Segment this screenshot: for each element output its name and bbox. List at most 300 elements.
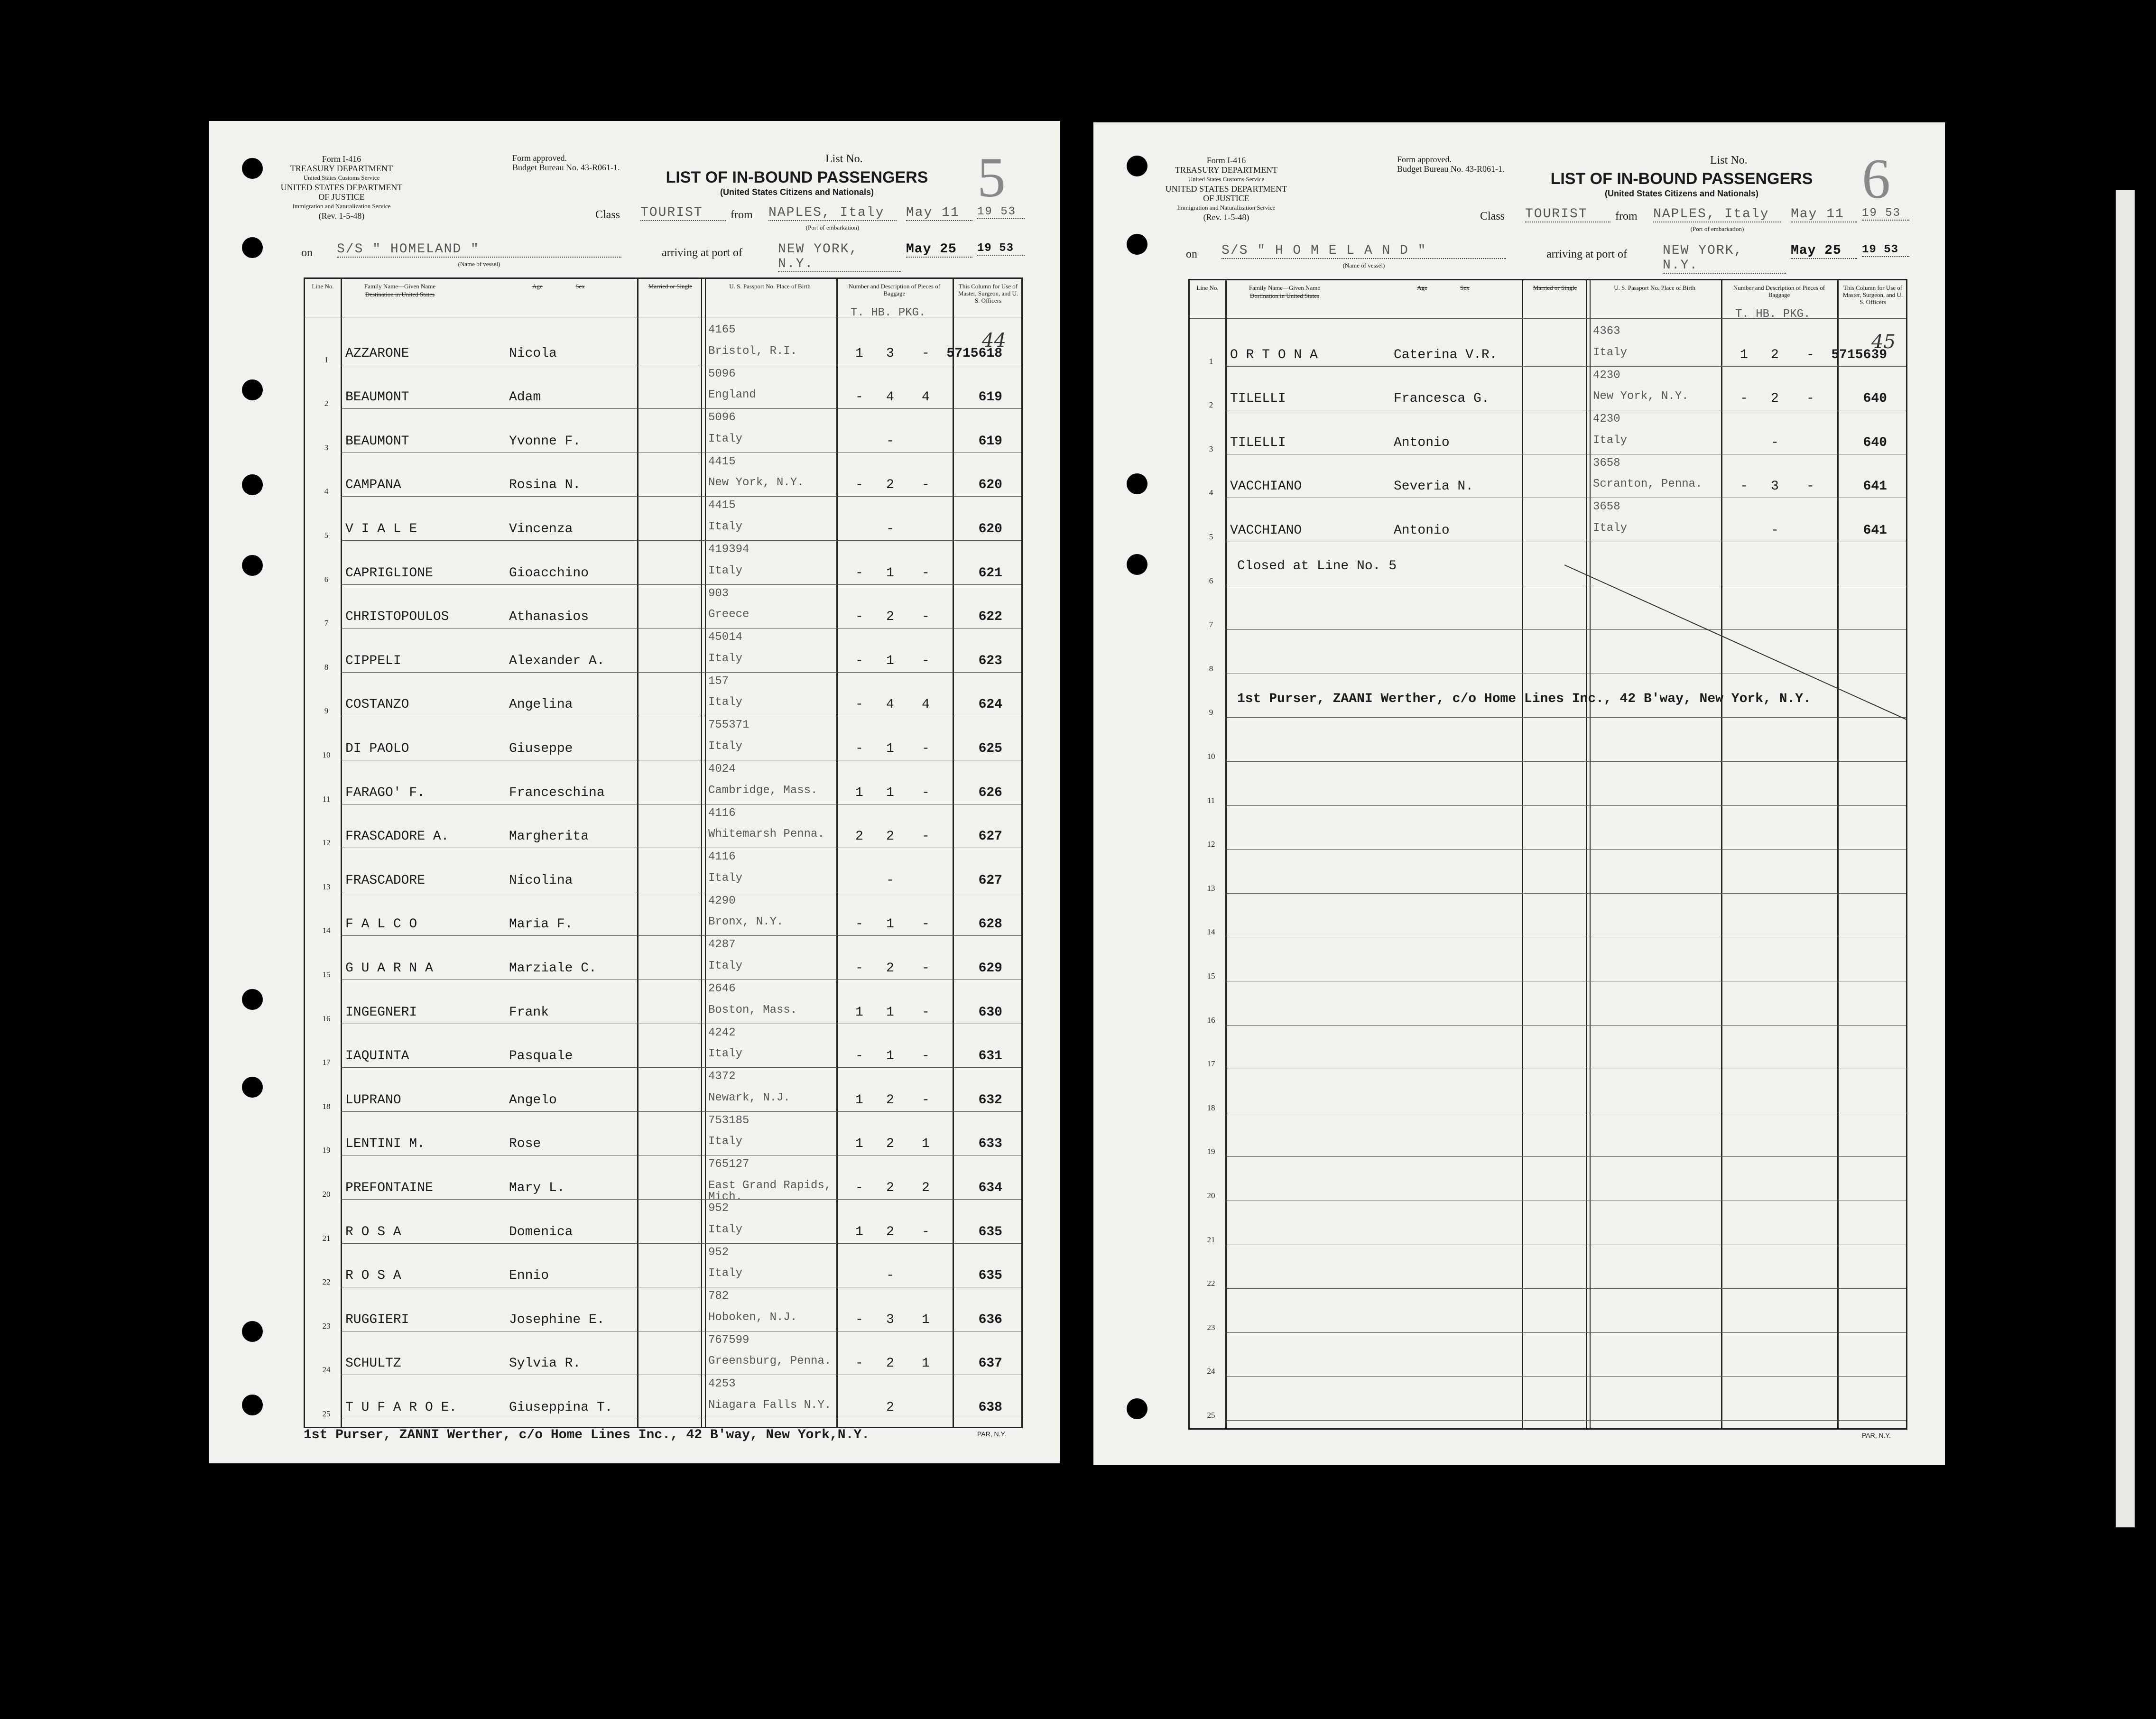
passport-number: 952 bbox=[708, 1202, 729, 1215]
baggage-handbags: - bbox=[886, 434, 894, 449]
place-of-birth: Italy bbox=[708, 1135, 743, 1148]
passenger-surname: R O S A bbox=[345, 1224, 401, 1239]
agency-justice: UNITED STATES DEPARTMENT OF JUSTICE bbox=[280, 183, 403, 202]
baggage-packages: - bbox=[922, 829, 930, 844]
passenger-surname: G U A R N A bbox=[345, 961, 433, 976]
officer-number: 627 bbox=[978, 873, 1002, 888]
passenger-given-name: Margherita bbox=[509, 829, 589, 844]
baggage-packages: - bbox=[922, 1224, 930, 1239]
table-row bbox=[305, 1288, 1021, 1332]
row-line-number: 12 bbox=[322, 838, 331, 848]
officer-number: 626 bbox=[978, 785, 1002, 800]
passport-number: 419394 bbox=[708, 543, 750, 556]
row-line-number: 13 bbox=[322, 882, 331, 891]
document-title: LIST OF IN-BOUND PASSENGERS bbox=[666, 168, 928, 186]
col-line: Line No. bbox=[312, 283, 334, 290]
place-of-birth: Bronx, N.Y. bbox=[708, 915, 784, 929]
purser-footer: 1st Purser, ZANNI Werther, c/o Home Lines Inc., 42 B'way, New York,N.Y. bbox=[304, 1428, 870, 1442]
passenger-given-name: Domenica bbox=[509, 1224, 573, 1239]
arriving-label: arriving at port of bbox=[662, 247, 742, 259]
handwritten-count: 44 bbox=[982, 330, 1006, 351]
passenger-given-name: Nicola bbox=[509, 346, 557, 361]
officer-number: 621 bbox=[978, 565, 1002, 581]
passenger-surname: DI PAOLO bbox=[345, 741, 409, 756]
officer-number: 619 bbox=[978, 434, 1002, 449]
table-row bbox=[305, 629, 1021, 673]
vessel-name: S/S " H O M E L A N D " bbox=[1221, 243, 1506, 259]
passenger-given-name: Alexander A. bbox=[509, 653, 605, 668]
officer-number: 638 bbox=[978, 1400, 1002, 1415]
list-no-label: List No. bbox=[825, 153, 863, 165]
baggage-handbags: 2 bbox=[886, 478, 894, 493]
baggage-packages: 1 bbox=[922, 1137, 930, 1152]
document-subtitle: (United States Citizens and Nationals) bbox=[1604, 189, 1759, 198]
agency-customs: United States Customs Service bbox=[303, 174, 380, 181]
officer-number: 640 bbox=[1863, 391, 1887, 407]
date-embarkation: May 11 bbox=[1791, 207, 1857, 222]
place-of-birth: Greece bbox=[708, 608, 750, 621]
baggage-trunks: - bbox=[855, 961, 863, 976]
place-of-birth: New York, N.Y. bbox=[708, 476, 804, 490]
place-of-birth: Niagara Falls N.Y. bbox=[708, 1398, 832, 1412]
place-of-birth: Greensburg, Penna. bbox=[708, 1355, 832, 1368]
row-line-number: 22 bbox=[322, 1277, 331, 1287]
table-row bbox=[305, 541, 1021, 585]
passenger-given-name: Athanasios bbox=[509, 610, 589, 625]
binder-hole bbox=[242, 555, 263, 576]
table-row bbox=[305, 893, 1021, 937]
passenger-surname: BEAUMONT bbox=[345, 390, 409, 405]
place-of-birth: Italy bbox=[708, 696, 743, 709]
baggage-handbags: 3 bbox=[886, 1312, 894, 1327]
row-line-number: 8 bbox=[324, 662, 329, 672]
table-row bbox=[305, 849, 1021, 893]
passenger-given-name: Sylvia R. bbox=[509, 1356, 581, 1371]
passport-number: 5096 bbox=[708, 411, 736, 425]
passport-number: 767599 bbox=[708, 1333, 750, 1347]
row-line-number: 7 bbox=[324, 619, 329, 628]
form-revision: (Rev. 1-5-48) bbox=[1203, 213, 1249, 222]
baggage-handbags: 2 bbox=[886, 1356, 894, 1371]
officer-number: 635 bbox=[978, 1224, 1002, 1239]
passenger-surname: CAMPANA bbox=[345, 478, 401, 493]
officer-number: 620 bbox=[978, 478, 1002, 493]
printer-mark: PAR, N.Y. bbox=[1862, 1432, 1891, 1439]
baggage-packages: 1 bbox=[922, 1312, 930, 1327]
passenger-surname: RUGGIERI bbox=[345, 1312, 409, 1327]
officer-number: 641 bbox=[1863, 479, 1887, 494]
form-agency-block bbox=[280, 154, 403, 221]
place-of-birth: Italy bbox=[708, 652, 743, 665]
passenger-given-name: Caterina V.R. bbox=[1394, 347, 1498, 362]
binder-hole bbox=[242, 989, 263, 1010]
agency-justice: UNITED STATES DEPARTMENT OF JUSTICE bbox=[1165, 184, 1287, 203]
passenger-surname: FARAGO' F. bbox=[345, 785, 426, 800]
row-line-number: 13 bbox=[1207, 883, 1215, 893]
agency-ins: Immigration and Naturalization Service bbox=[292, 203, 391, 210]
baggage-handbags: 3 bbox=[886, 346, 894, 361]
passenger-given-name: Yvonne F. bbox=[509, 434, 581, 449]
place-of-birth: Italy bbox=[708, 1047, 743, 1061]
baggage-packages: - bbox=[922, 961, 930, 976]
baggage-handbags: 1 bbox=[886, 785, 894, 800]
baggage-trunks: 1 bbox=[855, 1092, 863, 1108]
row-line-number: 17 bbox=[322, 1058, 331, 1067]
baggage-packages: - bbox=[922, 785, 930, 800]
officer-number: 640 bbox=[1863, 435, 1887, 450]
agency-customs: United States Customs Service bbox=[1188, 176, 1265, 183]
row-line-number: 20 bbox=[322, 1189, 331, 1199]
passenger-surname: T U F A R O E. bbox=[345, 1400, 457, 1415]
col-age: Age bbox=[532, 283, 543, 290]
baggage-trunks: - bbox=[855, 610, 863, 625]
baggage-packages: - bbox=[1806, 479, 1814, 494]
vessel-name: S/S " HOMELAND " bbox=[337, 242, 621, 258]
table-row bbox=[305, 585, 1021, 629]
passenger-given-name: Maria F. bbox=[509, 917, 573, 932]
baggage-handbags: 1 bbox=[886, 741, 894, 756]
place-of-birth: Hoboken, N.J. bbox=[708, 1311, 797, 1324]
arrival-date: May 25 bbox=[1791, 243, 1857, 259]
row-line-number: 18 bbox=[322, 1101, 331, 1111]
baggage-packages: 4 bbox=[922, 697, 930, 712]
passenger-given-name: Josephine E. bbox=[509, 1312, 605, 1327]
binder-hole bbox=[242, 474, 263, 495]
arrival-port: NEW YORK, N.Y. bbox=[1663, 243, 1786, 274]
baggage-handbags: 2 bbox=[886, 1180, 894, 1195]
passport-number: 2646 bbox=[708, 982, 736, 995]
baggage-trunks: 1 bbox=[855, 1005, 863, 1020]
document-title: LIST OF IN-BOUND PASSENGERS bbox=[1550, 170, 1813, 188]
cancel-strike-line bbox=[1190, 280, 1906, 1428]
baggage-handbags: 1 bbox=[886, 1005, 894, 1020]
class-value: TOURIST bbox=[640, 205, 726, 221]
place-of-birth: Italy bbox=[708, 1223, 743, 1236]
baggage-handbags: 1 bbox=[886, 565, 894, 581]
place-of-birth: Italy bbox=[708, 432, 743, 445]
place-of-birth: England bbox=[708, 388, 756, 402]
passenger-given-name: Frank bbox=[509, 1005, 549, 1020]
passenger-given-name: Pasquale bbox=[509, 1049, 573, 1064]
baggage-packages: - bbox=[922, 565, 930, 581]
officer-number: 635 bbox=[978, 1268, 1002, 1284]
col-name: Family Name—Given Name bbox=[364, 283, 436, 290]
passport-number: 4116 bbox=[708, 806, 736, 820]
page-number-stamp: 5 bbox=[977, 146, 1006, 209]
baggage-trunks: - bbox=[855, 1312, 863, 1327]
row-line-number: 17 bbox=[1207, 1059, 1215, 1069]
passenger-given-name: Antonio bbox=[1394, 435, 1450, 450]
baggage-trunks: - bbox=[855, 478, 863, 493]
manifest-page-right bbox=[1093, 122, 1945, 1465]
place-of-birth: New York, N.Y. bbox=[1593, 390, 1689, 403]
baggage-handbags: 1 bbox=[886, 1049, 894, 1064]
date-embarkation: May 11 bbox=[906, 205, 972, 221]
table-row bbox=[305, 936, 1021, 980]
baggage-handbags: 2 bbox=[886, 1137, 894, 1152]
col-marital: Married or Single bbox=[648, 283, 693, 290]
passenger-given-name: Angelina bbox=[509, 697, 573, 712]
baggage-packages: - bbox=[922, 1005, 930, 1020]
agency-treasury: TREASURY DEPARTMENT bbox=[290, 164, 393, 173]
passenger-surname: TILELLI bbox=[1230, 435, 1286, 450]
arrival-year: 19 53 bbox=[977, 242, 1025, 256]
row-line-number: 7 bbox=[1209, 620, 1213, 629]
baggage-packages: - bbox=[1806, 391, 1814, 407]
passenger-given-name: Gioacchino bbox=[509, 565, 589, 581]
officer-number: 619 bbox=[978, 390, 1002, 405]
row-line-number: 6 bbox=[324, 574, 329, 584]
row-line-number: 1 bbox=[324, 355, 329, 364]
baggage-packages: - bbox=[1806, 347, 1814, 362]
row-line-number: 24 bbox=[1207, 1367, 1215, 1376]
row-line-number: 24 bbox=[322, 1365, 331, 1375]
place-of-birth: Scranton, Penna. bbox=[1593, 478, 1703, 491]
passport-number: 4363 bbox=[1593, 325, 1620, 338]
passenger-surname: INGEGNERI bbox=[345, 1005, 417, 1020]
baggage-trunks: 1 bbox=[855, 346, 863, 361]
row-line-number: 22 bbox=[1207, 1279, 1215, 1288]
passport-number: 5096 bbox=[708, 367, 736, 380]
embark-caption: (Port of embarkation) bbox=[1690, 225, 1744, 232]
passport-number: 4024 bbox=[708, 763, 736, 776]
passenger-surname: AZZARONE bbox=[345, 346, 409, 361]
table-row bbox=[305, 761, 1021, 805]
place-of-birth: Italy bbox=[708, 871, 743, 885]
officer-number: 625 bbox=[978, 741, 1002, 756]
agency-ins: Immigration and Naturalization Service bbox=[1177, 204, 1276, 211]
passport-number: 4165 bbox=[708, 323, 736, 336]
baggage-packages: - bbox=[922, 917, 930, 932]
passenger-given-name: Giuseppe bbox=[509, 741, 573, 756]
binder-hole bbox=[242, 1077, 263, 1098]
baggage-handbags: 2 bbox=[1771, 347, 1779, 362]
baggage-handbags: - bbox=[1771, 523, 1779, 538]
passenger-surname: FRASCADORE bbox=[345, 873, 426, 888]
baggage-handbags: 3 bbox=[1771, 479, 1779, 494]
passenger-given-name: Severia N. bbox=[1394, 479, 1474, 494]
officer-number: 632 bbox=[978, 1092, 1002, 1108]
row-line-number: 11 bbox=[1207, 795, 1215, 805]
class-label: Class bbox=[595, 209, 620, 221]
col-passport: U. S. Passport No. Place of Birth bbox=[729, 283, 811, 290]
row-line-number: 1 bbox=[1209, 356, 1213, 366]
form-number: Form I-416 bbox=[322, 154, 361, 164]
baggage-handbags: 2 bbox=[886, 829, 894, 844]
baggage-packages: 1 bbox=[922, 1356, 930, 1371]
arriving-label: arriving at port of bbox=[1546, 248, 1627, 260]
baggage-packages: - bbox=[922, 610, 930, 625]
class-label: Class bbox=[1480, 210, 1505, 222]
baggage-packages: - bbox=[922, 346, 930, 361]
row-line-number: 19 bbox=[322, 1146, 331, 1155]
row-line-number: 12 bbox=[1207, 840, 1215, 849]
purser-line: 1st Purser, ZAANI Werther, c/o Home Lines Inc., 42 B'way, New York, N.Y. bbox=[1237, 692, 1811, 706]
passenger-surname: R O S A bbox=[345, 1268, 401, 1284]
passenger-given-name: Rosina N. bbox=[509, 478, 581, 493]
col-name: Family Name—Given Name bbox=[1249, 284, 1321, 291]
baggage-trunks: - bbox=[1740, 391, 1748, 407]
passenger-surname: O R T O N A bbox=[1230, 347, 1318, 362]
baggage-handbags: 1 bbox=[886, 653, 894, 668]
row-line-number: 20 bbox=[1207, 1191, 1215, 1200]
baggage-trunks: - bbox=[855, 1180, 863, 1195]
officer-number: 5715639 bbox=[1831, 347, 1887, 362]
row-line-number: 3 bbox=[1209, 444, 1213, 453]
row-line-number: 5 bbox=[1209, 532, 1213, 541]
passenger-given-name: Franceschina bbox=[509, 785, 605, 800]
passport-number: 782 bbox=[708, 1290, 729, 1303]
passenger-given-name: Rose bbox=[509, 1137, 541, 1152]
table-row bbox=[305, 1376, 1021, 1420]
approval-text: Form approved. bbox=[512, 153, 567, 163]
place-of-birth: Cambridge, Mass. bbox=[708, 784, 818, 797]
place-of-birth: Newark, N.J. bbox=[708, 1091, 790, 1104]
baggage-handbags: - bbox=[886, 873, 894, 888]
row-line-number: 16 bbox=[1207, 1015, 1215, 1025]
officer-number: 634 bbox=[978, 1180, 1002, 1195]
passenger-given-name: Marziale C. bbox=[509, 961, 597, 976]
place-of-birth: Italy bbox=[708, 1267, 743, 1280]
binder-hole bbox=[1127, 1398, 1147, 1419]
baggage-handbags: 4 bbox=[886, 390, 894, 405]
table-row bbox=[305, 1200, 1021, 1244]
passenger-table bbox=[304, 277, 1023, 1428]
binder-hole bbox=[1127, 156, 1147, 176]
year-embarkation: 19 53 bbox=[1862, 207, 1909, 221]
baggage-packages: - bbox=[922, 741, 930, 756]
port-embarkation: NAPLES, Italy bbox=[1653, 207, 1781, 222]
baggage-packages: - bbox=[922, 653, 930, 668]
manifest-page-left bbox=[209, 121, 1060, 1463]
table-row bbox=[305, 453, 1021, 498]
arrival-port: NEW YORK, N.Y. bbox=[778, 242, 901, 272]
row-line-number: 2 bbox=[1209, 400, 1213, 410]
officer-number: 5715618 bbox=[946, 346, 1002, 361]
embark-caption: (Port of embarkation) bbox=[805, 224, 860, 231]
col-sex: Sex bbox=[575, 283, 585, 290]
baggage-handbags: 2 bbox=[886, 1400, 894, 1415]
baggage-trunks: 1 bbox=[855, 785, 863, 800]
baggage-trunks: - bbox=[855, 917, 863, 932]
passenger-surname: PREFONTAINE bbox=[345, 1180, 433, 1195]
binder-hole bbox=[242, 158, 263, 179]
table-row bbox=[305, 980, 1021, 1025]
passport-number: 952 bbox=[708, 1246, 729, 1259]
table-row bbox=[305, 1156, 1021, 1203]
place-of-birth: Whitemarsh Penna. bbox=[708, 828, 824, 841]
officer-number: 622 bbox=[978, 610, 1002, 625]
place-of-birth: Italy bbox=[708, 959, 743, 972]
from-label: from bbox=[1615, 210, 1638, 222]
place-of-birth: Bristol, R.I. bbox=[708, 344, 797, 358]
place-of-birth: Boston, Mass. bbox=[708, 1003, 797, 1017]
passport-number: 4372 bbox=[708, 1070, 736, 1083]
baggage-trunks: - bbox=[855, 697, 863, 712]
binder-hole bbox=[1127, 234, 1147, 255]
baggage-subheader: T. HB. PKG. bbox=[1735, 308, 1811, 321]
passport-number: 903 bbox=[708, 587, 729, 600]
col-baggage: Number and Description of Pieces of Baggage bbox=[1733, 284, 1825, 298]
binder-hole bbox=[242, 1321, 263, 1342]
list-no-label: List No. bbox=[1710, 154, 1748, 166]
col-line: Line No. bbox=[1196, 284, 1219, 291]
row-line-number: 11 bbox=[322, 794, 331, 804]
table-row bbox=[305, 805, 1021, 849]
passenger-surname: TILELLI bbox=[1230, 391, 1286, 407]
table-row bbox=[305, 1112, 1021, 1156]
row-line-number: 9 bbox=[1209, 708, 1213, 717]
baggage-handbags: - bbox=[1771, 435, 1779, 450]
baggage-subheader: T. HB. PKG. bbox=[851, 306, 926, 319]
table-row bbox=[305, 497, 1021, 541]
row-line-number: 25 bbox=[1207, 1410, 1215, 1420]
passport-number: 4116 bbox=[708, 850, 736, 864]
binder-hole bbox=[242, 1395, 263, 1415]
baggage-handbags: 2 bbox=[886, 610, 894, 625]
passenger-surname: LUPRANO bbox=[345, 1092, 401, 1108]
col-officers: This Column for Use of Master, Surgeon, and U. S. Officers bbox=[958, 283, 1018, 304]
class-value: TOURIST bbox=[1525, 207, 1610, 222]
passport-number: 45014 bbox=[708, 631, 743, 644]
place-of-birth: Italy bbox=[708, 739, 743, 753]
place-of-birth: Italy bbox=[1593, 521, 1628, 535]
row-line-number: 2 bbox=[324, 399, 329, 408]
baggage-handbags: 2 bbox=[886, 1092, 894, 1108]
officer-number: 631 bbox=[978, 1049, 1002, 1064]
row-line-number: 16 bbox=[322, 1014, 331, 1023]
passenger-given-name: Adam bbox=[509, 390, 541, 405]
row-line-number: 14 bbox=[1207, 927, 1215, 937]
baggage-handbags: - bbox=[886, 521, 894, 536]
passenger-surname: FRASCADORE A. bbox=[345, 829, 449, 844]
passenger-surname: VACCHIANO bbox=[1230, 479, 1302, 494]
row-line-number: 18 bbox=[1207, 1103, 1215, 1112]
passport-number: 4415 bbox=[708, 499, 736, 512]
baggage-handbags: 1 bbox=[886, 917, 894, 932]
baggage-trunks: - bbox=[855, 653, 863, 668]
baggage-trunks: - bbox=[855, 1049, 863, 1064]
col-officers: This Column for Use of Master, Surgeon, and U. S. Officers bbox=[1842, 284, 1903, 305]
vessel-caption: (Name of vessel) bbox=[1342, 262, 1385, 269]
row-line-number: 9 bbox=[324, 706, 329, 716]
budget-number: Budget Bureau No. 43-R061-1. bbox=[1397, 164, 1505, 174]
page-number-stamp: 6 bbox=[1862, 147, 1890, 210]
officer-number: 620 bbox=[978, 521, 1002, 536]
row-line-number: 8 bbox=[1209, 664, 1213, 673]
from-label: from bbox=[731, 209, 753, 221]
baggage-handbags: 2 bbox=[1771, 391, 1779, 407]
baggage-packages: 2 bbox=[922, 1180, 930, 1195]
row-line-number: 6 bbox=[1209, 576, 1213, 585]
row-line-number: 10 bbox=[1207, 751, 1215, 761]
row-line-number: 15 bbox=[322, 970, 331, 979]
vessel-caption: (Name of vessel) bbox=[458, 260, 500, 268]
baggage-trunks: 1 bbox=[855, 1137, 863, 1152]
table-row bbox=[305, 1244, 1021, 1288]
baggage-trunks: - bbox=[855, 1356, 863, 1371]
table-row bbox=[305, 366, 1021, 410]
baggage-trunks: 1 bbox=[1740, 347, 1748, 362]
binder-hole bbox=[1127, 473, 1147, 494]
baggage-trunks: - bbox=[855, 565, 863, 581]
arrival-date: May 25 bbox=[906, 242, 972, 258]
passport-number: 4287 bbox=[708, 938, 736, 952]
baggage-handbags: 2 bbox=[886, 961, 894, 976]
passenger-surname: V I A L E bbox=[345, 521, 417, 536]
row-line-number: 21 bbox=[322, 1233, 331, 1243]
passenger-given-name: Mary L. bbox=[509, 1180, 565, 1195]
